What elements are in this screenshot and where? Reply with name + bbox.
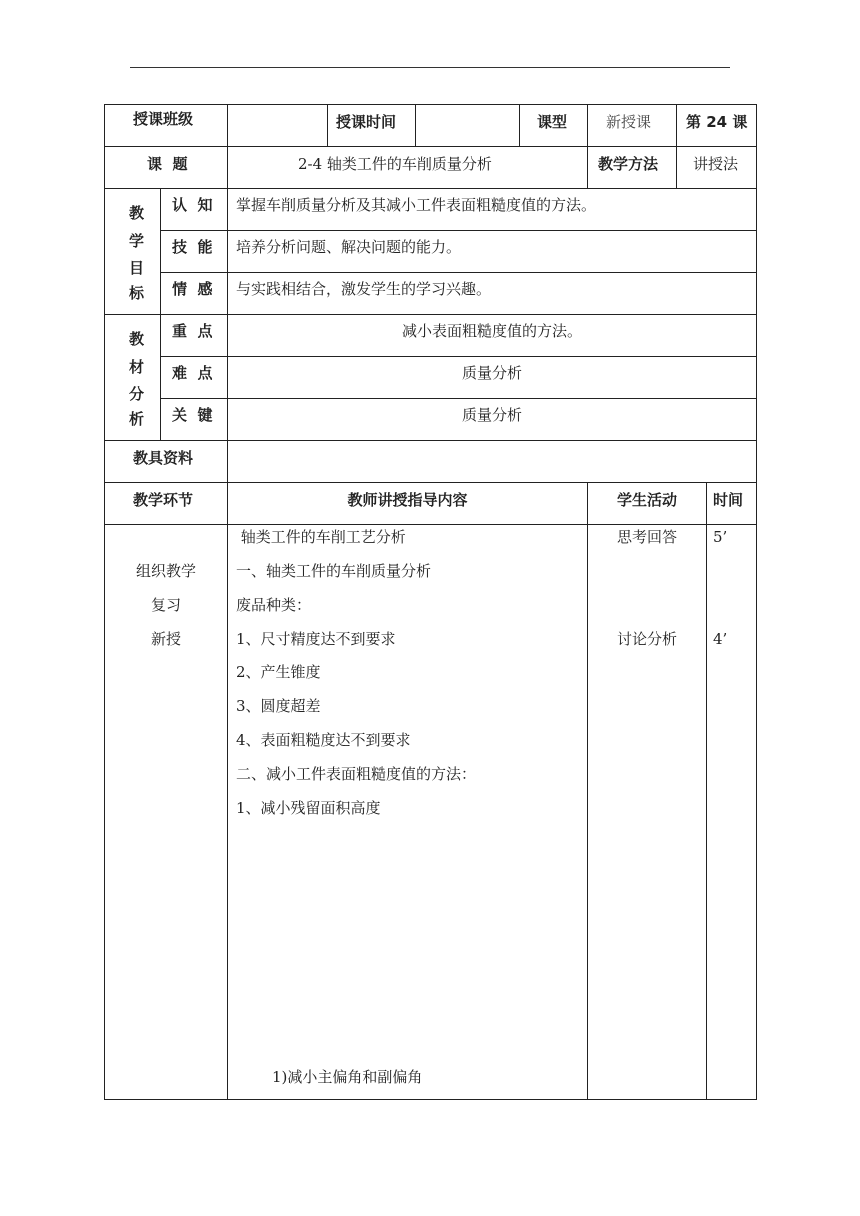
- class-label: 授课班级: [133, 110, 194, 128]
- analysis-label: 难 点: [172, 364, 213, 382]
- method-value: 讲授法: [693, 155, 739, 173]
- analysis-text: 质量分析: [461, 406, 522, 424]
- goal-label: 技 能: [172, 238, 213, 256]
- topic-label: 课 题: [147, 155, 188, 173]
- materials-label-cell: [104, 440, 228, 483]
- analysis-label: 关 键: [172, 406, 213, 424]
- analysis-group-char: 材: [129, 358, 145, 376]
- header-rule: [130, 67, 730, 68]
- content-line: 4、表面粗糙度达不到要求: [236, 731, 411, 749]
- content-line: 二、减小工件表面粗糙度值的方法：: [236, 765, 477, 783]
- col-stage-header: [104, 482, 228, 525]
- goals-group-char: 目: [129, 259, 145, 277]
- lesson-no-cell: [676, 104, 757, 147]
- class-value-cell: [227, 104, 328, 147]
- type-label: 课型: [537, 113, 568, 131]
- method-value-cell: [676, 146, 757, 189]
- content-line: 一、轴类工件的车削质量分析: [236, 562, 432, 580]
- goal-text-cell: [227, 230, 757, 273]
- goal-label: 认 知: [172, 196, 213, 214]
- stage-cell: [104, 524, 228, 1100]
- goal-label-cell: [160, 188, 228, 231]
- analysis-group-char: 析: [129, 410, 145, 428]
- time-item: 4’: [713, 630, 728, 648]
- time-item: 5’: [713, 528, 728, 546]
- col-time-label: 时间: [713, 491, 744, 509]
- goal-text: 培养分析问题、解决问题的能力。: [236, 238, 462, 256]
- content-line: 3、圆度超差: [236, 697, 321, 715]
- goals-group-char: 学: [129, 232, 145, 250]
- goal-text-cell: [227, 272, 757, 315]
- topic-title: 2-4 轴类工件的车削质量分析: [298, 155, 492, 173]
- content-line: 废品种类：: [236, 596, 312, 614]
- class-label-cell: [104, 104, 228, 147]
- goal-text: 掌握车削质量分析及其减小工件表面粗糙度值的方法。: [236, 196, 597, 214]
- analysis-group-cell: [104, 314, 161, 441]
- materials-label: 教具资料: [133, 449, 194, 467]
- analysis-label: 重 点: [172, 322, 213, 340]
- stage-item: 复习: [150, 596, 181, 614]
- analysis-group-char: 分: [129, 385, 145, 403]
- goal-label: 情 感: [172, 280, 213, 298]
- analysis-text-cell: [227, 314, 757, 357]
- analysis-text-cell: [227, 356, 757, 399]
- goal-label-cell: [160, 230, 228, 273]
- activity-item: 思考回答: [616, 528, 677, 546]
- goal-text: 与实践相结合，激发学生的学习兴趣。: [236, 280, 492, 298]
- type-value-cell: [587, 104, 677, 147]
- time-label: 授课时间: [336, 113, 397, 131]
- content-line: 轴类工件的车削工艺分析: [236, 528, 406, 546]
- analysis-text-cell: [227, 398, 757, 441]
- goal-text-cell: [227, 188, 757, 231]
- analysis-group-char: 教: [129, 330, 145, 348]
- type-label-cell: [519, 104, 588, 147]
- analysis-label-cell: [160, 356, 228, 399]
- col-stage-label: 教学环节: [133, 491, 194, 509]
- time-value-cell: [415, 104, 520, 147]
- lesson-number: 第 24 课: [686, 113, 748, 131]
- activity-cell: [587, 524, 707, 1100]
- stage-item: 组织教学: [135, 562, 196, 580]
- content-line: 1、减小残留面积高度: [236, 799, 381, 817]
- col-activity-label: 学生活动: [616, 491, 677, 509]
- goals-group-cell: [104, 188, 161, 315]
- goals-group-char: 教: [129, 204, 145, 222]
- method-label-cell: [587, 146, 677, 189]
- stage-item: 新授: [150, 630, 181, 648]
- analysis-text: 减小表面粗糙度值的方法。: [401, 322, 582, 340]
- time-cell: [706, 524, 757, 1100]
- materials-value-cell: [227, 440, 757, 483]
- content-line: 1、尺寸精度达不到要求: [236, 630, 396, 648]
- analysis-label-cell: [160, 314, 228, 357]
- analysis-label-cell: [160, 398, 228, 441]
- content-line-bottom: 1)减小主偏角和副偏角: [272, 1068, 423, 1086]
- content-cell: [227, 524, 588, 1100]
- activity-item: 讨论分析: [616, 630, 677, 648]
- col-content-header: [227, 482, 588, 525]
- time-label-cell: [327, 104, 416, 147]
- type-value: 新授课: [606, 113, 652, 131]
- analysis-text: 质量分析: [461, 364, 522, 382]
- topic-value-cell: [227, 146, 588, 189]
- col-time-header: [706, 482, 757, 525]
- col-activity-header: [587, 482, 707, 525]
- goals-group-char: 标: [129, 284, 145, 302]
- col-content-label: 教师讲授指导内容: [347, 491, 468, 509]
- goal-label-cell: [160, 272, 228, 315]
- content-line: 2、产生锥度: [236, 663, 321, 681]
- method-label: 教学方法: [598, 155, 659, 173]
- topic-label-cell: [104, 146, 228, 189]
